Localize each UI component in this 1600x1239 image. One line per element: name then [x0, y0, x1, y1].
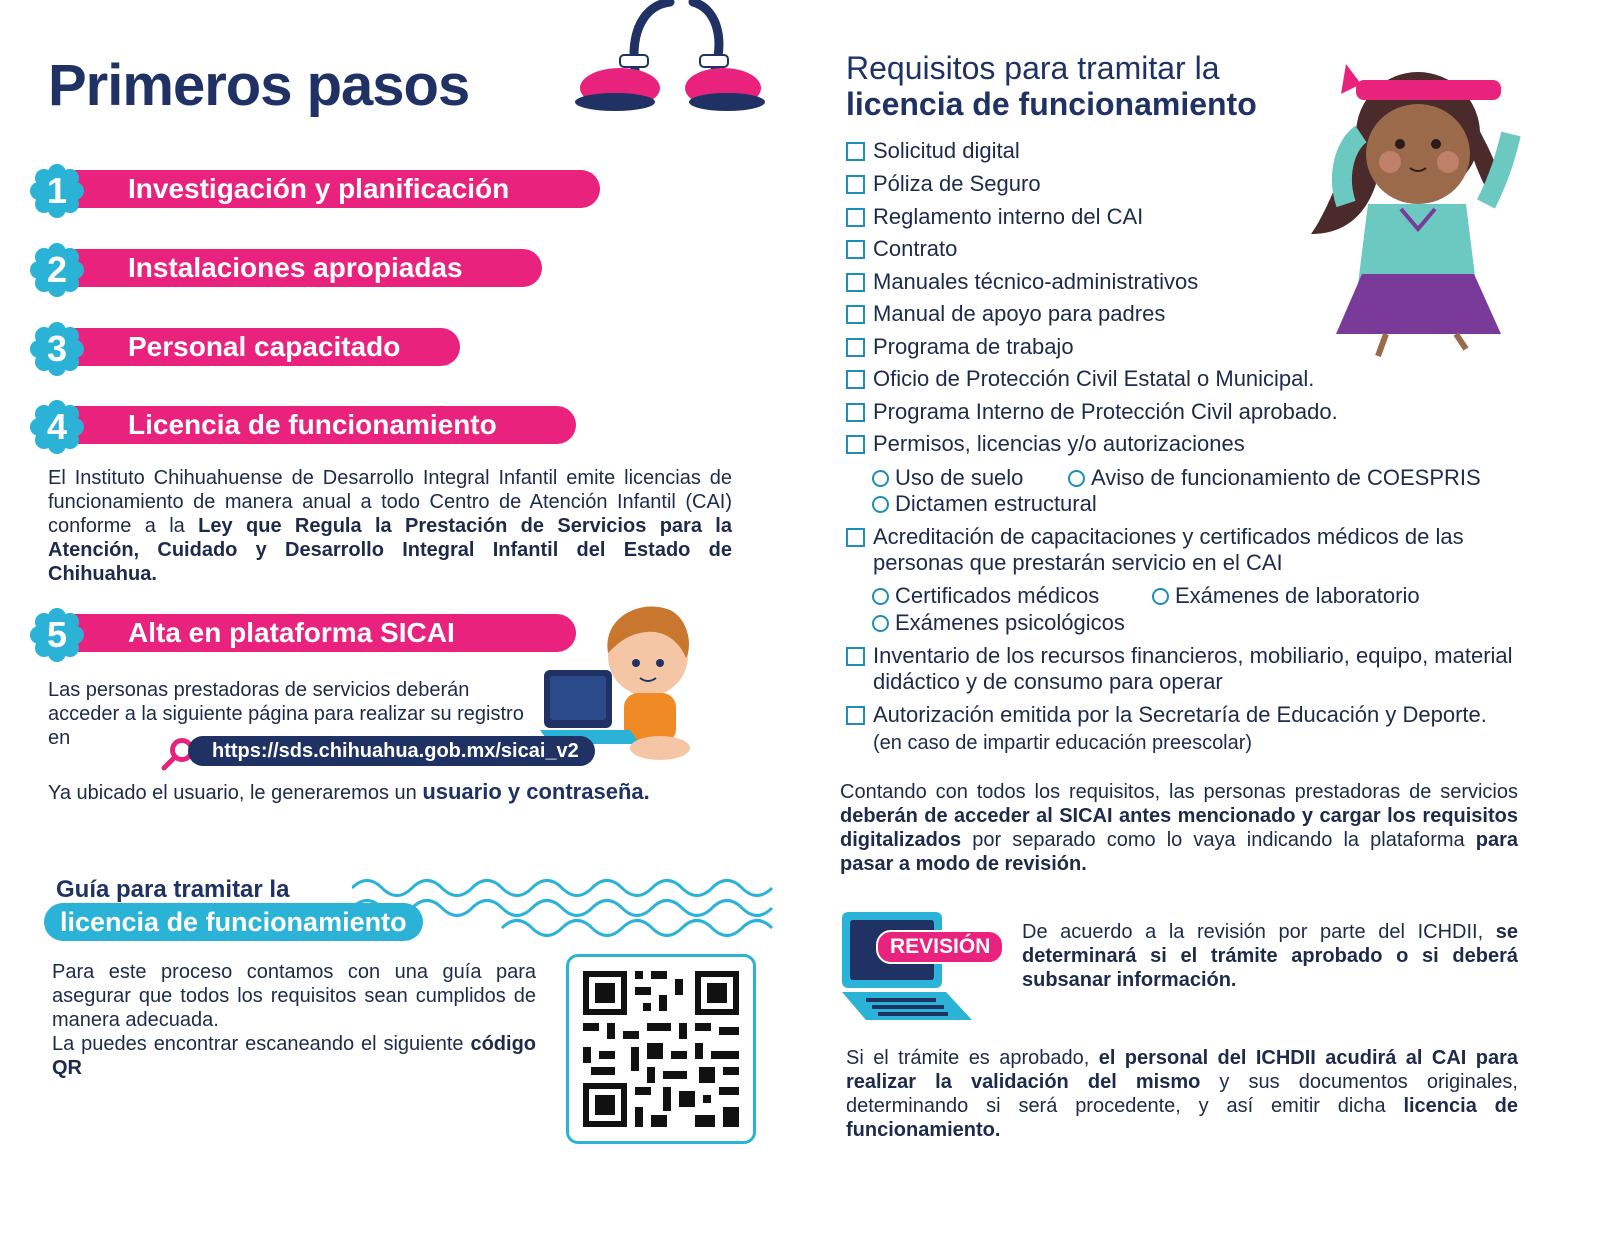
req-label: Acreditación de capacitaciones y certificados médicos de las personas que prestarán servicio en el CAI	[873, 524, 1464, 575]
req-item	[846, 643, 1516, 695]
req-item	[846, 171, 1041, 197]
checkbox-icon	[846, 706, 865, 725]
checkbox-icon	[846, 370, 865, 389]
circle-icon	[1068, 470, 1085, 487]
sub-item	[1152, 583, 1420, 609]
requirements-subtitle: licencia de funcionamiento	[846, 86, 1257, 122]
qr-code	[569, 957, 753, 1141]
step-5-description: Las personas prestadoras de servicios deberán acceder a la siguiente página para realizar su registro en	[48, 679, 524, 749]
req-label: Autorización emitida por la Secretaría de Educación y Deporte.	[873, 702, 1487, 727]
step-4-text: El Instituto Chihuahuense de Desarrollo Integral Infantil emite licencias de funcionamiento de manera anual a todo Centro de Atención Infantil (CAI) conforme a la	[48, 467, 732, 537]
req-label: Solicitud digital	[873, 138, 1020, 163]
sub-label: Uso de suelo	[895, 465, 1024, 490]
step-4-description	[48, 466, 732, 586]
step-4-label: Licencia de funcionamiento	[70, 406, 576, 444]
req-item	[846, 431, 1245, 457]
revision-text-1: De acuerdo a la revisión por parte del ICHDII,	[1022, 921, 1496, 943]
checkbox-icon	[846, 403, 865, 422]
final-text-4: licencia de funcionamiento.	[846, 1095, 1519, 1141]
checkbox-icon	[846, 435, 865, 454]
req-item	[846, 138, 1020, 164]
req-item	[846, 236, 957, 262]
sub-item	[872, 610, 1125, 636]
req-label-wrap	[873, 702, 1516, 756]
guide-subtitle: licencia de funcionamiento	[44, 903, 423, 941]
sub-label: Aviso de funcionamiento de COESPRIS	[1091, 465, 1481, 490]
laptop-icon	[836, 908, 976, 1026]
sicai-url-link[interactable]: https://sds.chihuahua.gob.mx/sicai_v2	[188, 736, 595, 766]
user-text-bold: usuario y contraseña.	[422, 779, 650, 804]
user-text	[48, 780, 748, 805]
final-text-1: Si el trámite es aprobado,	[846, 1047, 1099, 1069]
req-label: Póliza de Seguro	[873, 171, 1041, 196]
step-4-number: 4	[46, 406, 68, 447]
req-item	[846, 399, 1338, 425]
submission-text	[840, 780, 1518, 876]
step-3-label: Personal capacitado	[70, 328, 460, 366]
revision-badge: REVISIÓN	[876, 930, 1004, 964]
page-title: Primeros pasos	[48, 53, 470, 118]
submission-text-3: por separado como lo vaya indicando la plataforma	[961, 829, 1476, 851]
req-label: Programa Interno de Protección Civil aprobado.	[873, 399, 1338, 424]
circle-icon	[872, 615, 889, 632]
step-2-number: 2	[46, 249, 68, 290]
checkbox-icon	[846, 273, 865, 292]
checkbox-icon	[846, 528, 865, 547]
req-item	[846, 702, 1516, 756]
step-2-label: Instalaciones apropiadas	[70, 249, 542, 287]
req-item	[846, 366, 1314, 392]
req-item	[846, 524, 1516, 576]
checkbox-icon	[846, 647, 865, 666]
sub-label: Exámenes psicológicos	[895, 610, 1125, 635]
final-text	[846, 1046, 1518, 1142]
checkbox-icon	[846, 142, 865, 161]
circle-icon	[872, 588, 889, 605]
step-1-number: 1	[46, 170, 68, 211]
final-text-3: y sus documentos originales, determinando si será procedente, y así emitir dicha	[846, 1071, 1518, 1117]
req-label: Inventario de los recursos financieros, mobiliario, equipo, material didáctico y de consumo para operar	[873, 643, 1513, 694]
step-4-law: Ley que Regula la Prestación de Servicios para la Atención, Cuidado y Desarrollo Integral Infantil del Estado de Chihuahua.	[48, 515, 732, 585]
checkbox-icon	[846, 175, 865, 194]
user-text-plain: Ya ubicado el usuario, le generaremos un	[48, 782, 423, 804]
step-1-badge	[30, 164, 84, 218]
req-label: Reglamento interno del CAI	[873, 204, 1144, 229]
sub-item	[872, 465, 1023, 491]
step-3-number: 3	[46, 328, 68, 369]
guide-description	[52, 960, 536, 1080]
checkbox-icon	[846, 305, 865, 324]
requirements-title: Requisitos para tramitar la	[846, 50, 1220, 86]
circle-icon	[872, 496, 889, 513]
req-label: Oficio de Protección Civil Estatal o Municipal.	[873, 366, 1315, 391]
qr-code-frame[interactable]	[566, 954, 756, 1144]
step-1-label: Investigación y planificación	[70, 170, 600, 208]
guide-text-2: La puedes encontrar escaneando el siguiente	[52, 1033, 471, 1055]
girl-illustration	[1306, 44, 1536, 364]
req-label: Manuales técnico-administrativos	[873, 269, 1199, 294]
feet-illustration	[575, 0, 765, 120]
sub-label: Exámenes de laboratorio	[1175, 583, 1420, 608]
sub-label: Dictamen estructural	[895, 491, 1097, 516]
revision-text	[1022, 920, 1518, 992]
req-label: Permisos, licencias y/o autorizaciones	[873, 431, 1245, 456]
checkbox-icon	[846, 338, 865, 357]
guide-text-qr: código QR	[52, 1033, 536, 1079]
step-5-label: Alta en plataforma SICAI	[70, 614, 576, 652]
sub-item	[872, 491, 1097, 517]
step-5-number: 5	[46, 614, 68, 655]
circle-icon	[872, 470, 889, 487]
submission-text-4: para pasar a modo de revisión.	[840, 829, 1518, 875]
checkbox-icon	[846, 240, 865, 259]
sub-item	[1068, 465, 1481, 491]
req-item	[846, 334, 1074, 360]
submission-text-2: deberán de acceder al SICAI antes mencionado y cargar los requisitos digitalizados	[840, 805, 1518, 851]
step-5-badge	[30, 608, 84, 662]
req-label: Manual de apoyo para padres	[873, 301, 1166, 326]
sub-item	[872, 583, 1099, 609]
step-2-badge	[30, 243, 84, 297]
circle-icon	[1152, 588, 1169, 605]
guide-text-1: Para este proceso contamos con una guía para asegurar que todos los requisitos sean cumplidos de manera adecuada.	[52, 961, 536, 1031]
submission-text-1: Contando con todos los requisitos, las personas prestadoras de servicios	[840, 781, 1518, 803]
sub-label: Certificados médicos	[895, 583, 1100, 608]
step-3-badge	[30, 322, 84, 376]
req-item	[846, 269, 1198, 295]
step-4-badge	[30, 400, 84, 454]
guide-title: Guía para tramitar la	[56, 876, 290, 903]
revision-text-2: se determinará si el trámite aprobado o si deberá subsanar información.	[1022, 921, 1518, 991]
final-text-2: el personal del ICHDII acudirá al CAI para realizar la validación del mismo	[846, 1047, 1518, 1093]
req-item	[846, 301, 1165, 327]
req-label: Contrato	[873, 236, 958, 261]
req-label: Programa de trabajo	[873, 334, 1074, 359]
req-item	[846, 204, 1143, 230]
req-note: (en caso de impartir educación preescolar)	[873, 732, 1253, 754]
checkbox-icon	[846, 208, 865, 227]
